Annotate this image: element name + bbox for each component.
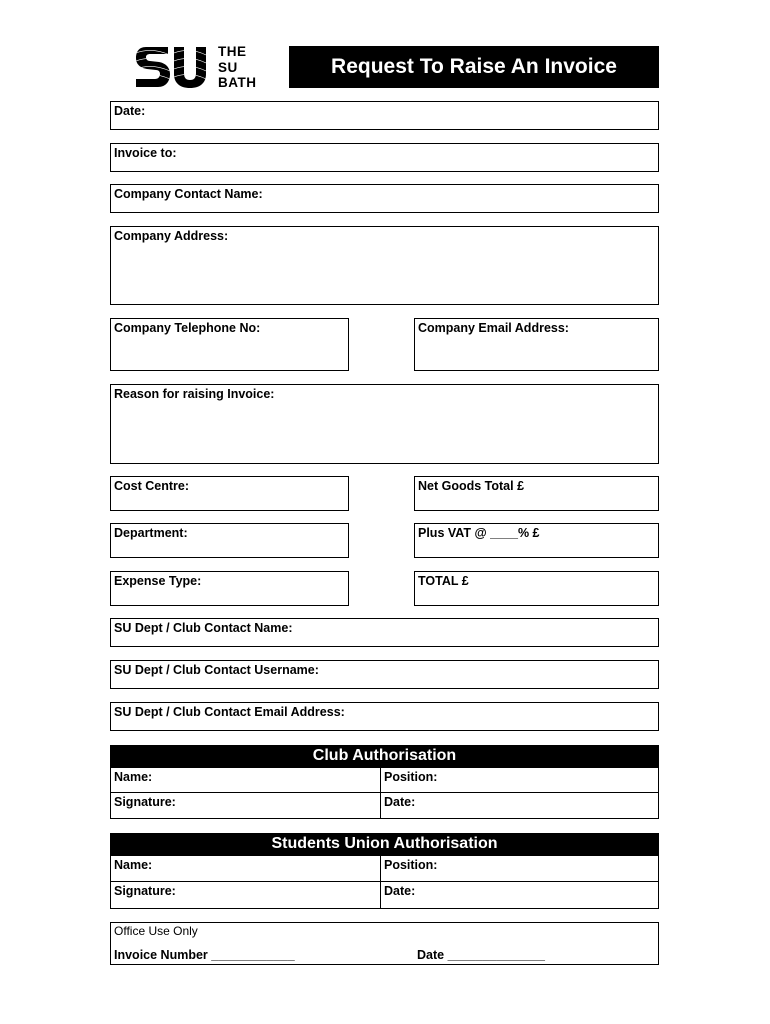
invoice-number-field[interactable]: Invoice Number ____________ [114,948,295,962]
club-auth-position-field[interactable] [380,767,659,793]
form-title: Request To Raise An Invoice [289,46,659,88]
date-field[interactable] [110,101,659,130]
su-auth-signature-label: Signature: [114,884,176,898]
plus-vat-field[interactable] [414,523,659,558]
reason-label: Reason for raising Invoice: [114,387,275,401]
invoice-to-field[interactable] [110,143,659,172]
company-email-label: Company Email Address: [418,321,569,335]
su-authorisation-heading: Students Union Authorisation [110,833,659,855]
su-logo-mark [134,43,208,89]
department-field[interactable] [110,523,349,558]
logo-text [218,44,257,91]
total-label: TOTAL £ [418,574,469,588]
office-use-label: Office Use Only [114,924,198,938]
company-contact-name-label: Company Contact Name: [114,187,263,201]
expense-type-label: Expense Type: [114,574,202,588]
su-auth-signature-field[interactable] [110,881,381,909]
company-address-field[interactable] [110,226,659,305]
su-contact-name-label: SU Dept / Club Contact Name: [114,621,293,635]
club-auth-name-field[interactable] [110,767,381,793]
su-auth-date-label: Date: [384,884,416,898]
company-telephone-label: Company Telephone No: [114,321,261,335]
su-contact-username-field[interactable] [110,660,659,689]
expense-type-field[interactable] [110,571,349,606]
club-authorisation-heading: Club Authorisation [110,745,659,767]
su-contact-name-field[interactable] [110,618,659,647]
su-auth-name-label: Name: [114,858,153,872]
office-date-field[interactable]: Date ______________ [417,948,545,962]
invoice-to-label: Invoice to: [114,146,177,160]
su-contact-email-label: SU Dept / Club Contact Email Address: [114,705,345,719]
office-use-box [110,922,659,965]
logo-text-line: BATH [218,75,257,90]
club-auth-position-label: Position: [384,770,438,784]
cost-centre-label: Cost Centre: [114,479,190,493]
cost-centre-field[interactable] [110,476,349,511]
su-auth-date-field[interactable] [380,881,659,909]
club-auth-date-field[interactable] [380,792,659,819]
club-auth-signature-label: Signature: [114,795,176,809]
su-contact-username-label: SU Dept / Club Contact Username: [114,663,319,677]
reason-field[interactable] [110,384,659,464]
company-email-field[interactable] [414,318,659,371]
department-label: Department: [114,526,188,540]
company-address-label: Company Address: [114,229,229,243]
club-auth-signature-field[interactable] [110,792,381,819]
net-goods-total-field[interactable] [414,476,659,511]
logo-text-line: SU [218,59,238,75]
club-auth-name-label: Name: [114,770,153,784]
club-auth-date-label: Date: [384,795,416,809]
date-label: Date: [114,104,146,118]
su-auth-position-field[interactable] [380,855,659,882]
logo-text-line: THE [218,44,247,59]
plus-vat-label: Plus VAT @ ____% £ [418,526,540,540]
net-goods-total-label: Net Goods Total £ [418,479,525,493]
company-contact-name-field[interactable] [110,184,659,213]
su-contact-email-field[interactable] [110,702,659,731]
total-field[interactable] [414,571,659,606]
company-telephone-field[interactable] [110,318,349,371]
su-auth-position-label: Position: [384,858,438,872]
su-auth-name-field[interactable] [110,855,381,882]
